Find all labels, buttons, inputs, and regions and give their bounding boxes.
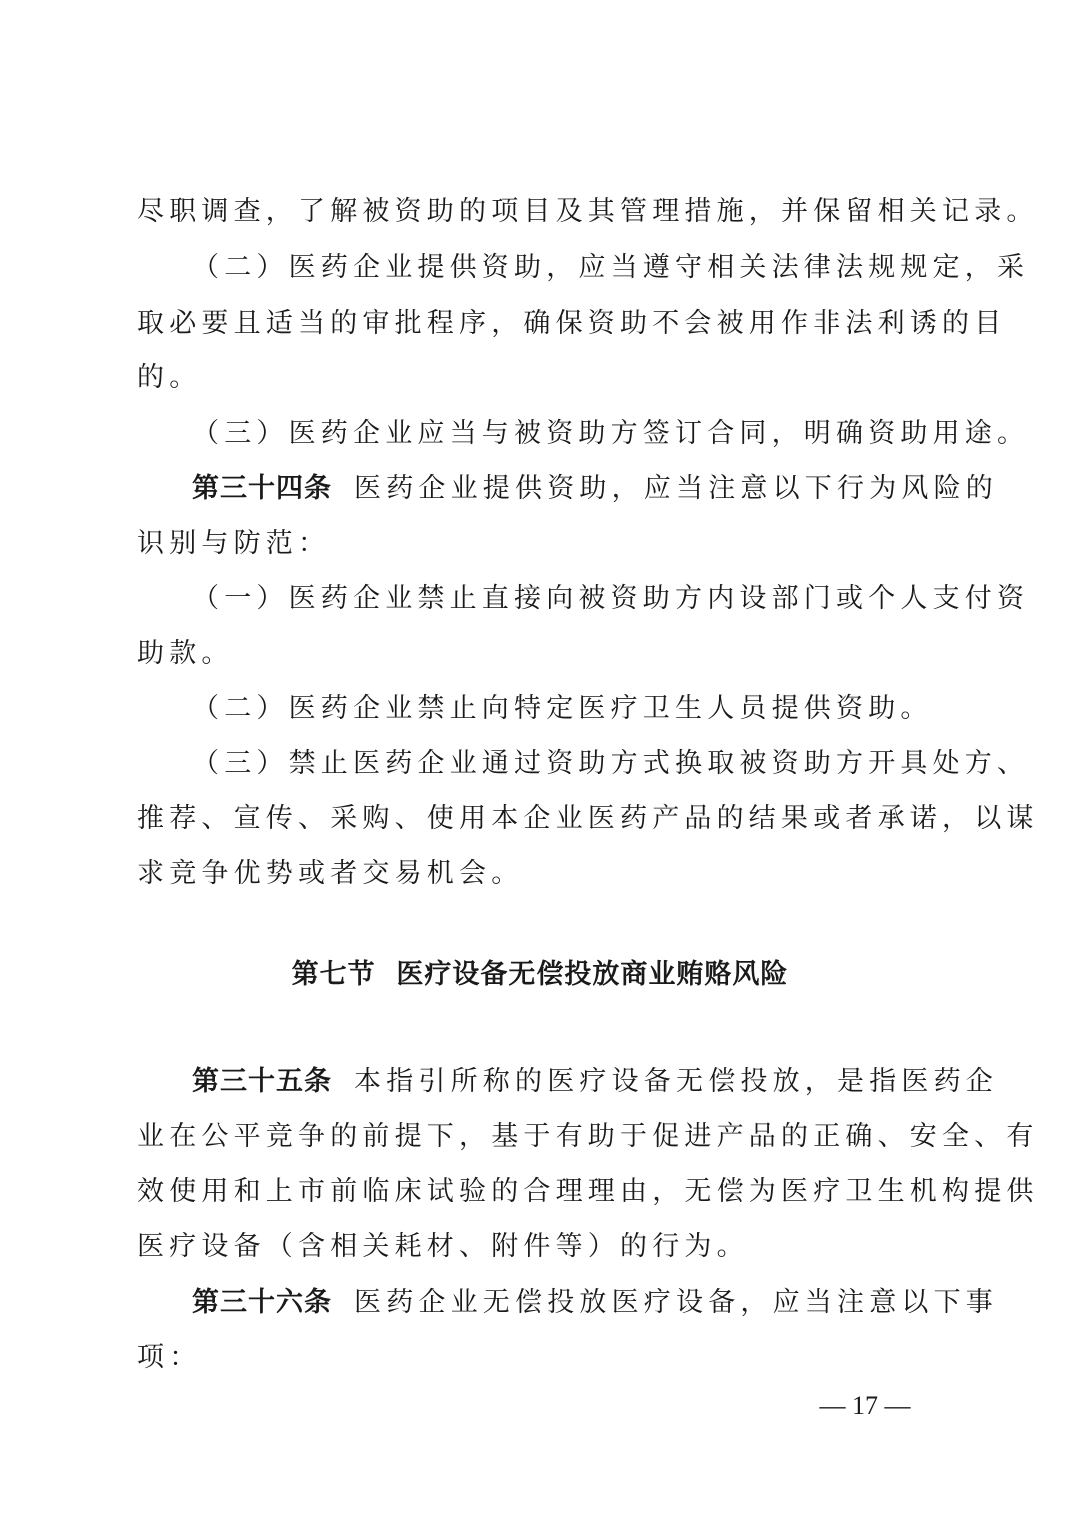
list-item: 助款。 bbox=[137, 638, 234, 669]
article-number: 第三十四条 bbox=[192, 473, 332, 504]
paragraph-line: 项： bbox=[137, 1342, 202, 1373]
paragraph-line: 效使用和上市前临床试验的合理理由，无偿为医疗卫生机构提供 bbox=[137, 1176, 1039, 1207]
paragraph-line: 尽职调查，了解被资助的项目及其管理措施，并保留相关记录。 bbox=[137, 196, 1039, 227]
paragraph-line: 的。 bbox=[137, 362, 202, 393]
paragraph-line: （二）医药企业提供资助，应当遵守相关法律法规规定，采 bbox=[192, 252, 1030, 283]
article-35 bbox=[192, 1062, 998, 1102]
article-text: 医药企业提供资助，应当注意以下行为风险的 bbox=[354, 473, 998, 504]
list-item: 推荐、宣传、采购、使用本企业医药产品的结果或者承诺，以谋 bbox=[137, 803, 1039, 834]
article-number: 第三十五条 bbox=[192, 1066, 332, 1097]
article-number: 第三十六条 bbox=[192, 1287, 332, 1318]
section-heading: 第七节 医疗设备无偿投放商业贿赂风险 bbox=[291, 959, 789, 990]
list-item: （二）医药企业禁止向特定医疗卫生人员提供资助。 bbox=[192, 693, 933, 724]
list-item: （一）医药企业禁止直接向被资助方内设部门或个人支付资 bbox=[192, 583, 1030, 614]
list-item: （三）禁止医药企业通过资助方式换取被资助方开具处方、 bbox=[192, 748, 1030, 779]
paragraph-line: 识别与防范： bbox=[137, 528, 331, 559]
paragraph-line: 业在公平竞争的前提下，基于有助于促进产品的正确、安全、有 bbox=[137, 1121, 1039, 1152]
paragraph-line: 取必要且适当的审批程序，确保资助不会被用作非法利诱的目 bbox=[137, 308, 1007, 339]
paragraph-line: 医疗设备（含相关耗材、附件等）的行为。 bbox=[137, 1231, 749, 1262]
page-number: — 17 — bbox=[819, 1391, 911, 1420]
article-text: 医药企业无偿投放医疗设备，应当注意以下事 bbox=[354, 1287, 998, 1318]
paragraph-line: （三）医药企业应当与被资助方签订合同，明确资助用途。 bbox=[192, 418, 1030, 449]
article-34 bbox=[192, 469, 998, 509]
article-text: 本指引所称的医疗设备无偿投放，是指医药企 bbox=[354, 1066, 998, 1097]
article-36 bbox=[192, 1283, 998, 1323]
list-item: 求竞争优势或者交易机会。 bbox=[137, 858, 524, 889]
